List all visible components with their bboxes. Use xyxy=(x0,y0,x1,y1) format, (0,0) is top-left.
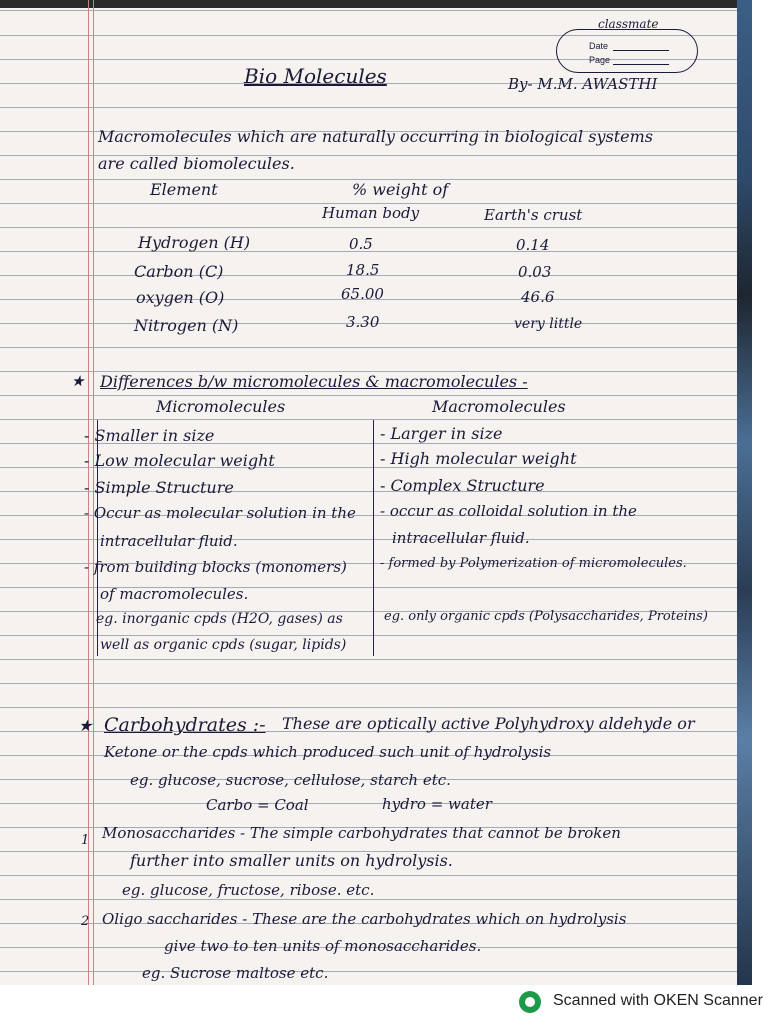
carbohydrates-line-1: These are optically active Polyhydroxy aldehyde or xyxy=(282,714,695,733)
star-bullet: ★ xyxy=(78,716,93,735)
column-header-micro: Micromolecules xyxy=(156,397,286,416)
micro-item: - Occur as molecular solution in the xyxy=(84,504,356,522)
page-label: Page xyxy=(589,55,611,65)
brand-logo: classmate xyxy=(598,17,659,31)
column-header-macro: Macromolecules xyxy=(432,397,566,416)
date-label: Date xyxy=(589,41,609,51)
top-edge-shadow xyxy=(0,0,752,8)
crust-value: very little xyxy=(514,316,583,332)
page-blank xyxy=(613,64,669,65)
element-name: Nitrogen (N) xyxy=(134,316,239,335)
micro-item: of macromolecules. xyxy=(100,585,249,603)
column-header-element: Element xyxy=(150,180,218,199)
column-header-crust: Earth's crust xyxy=(484,206,583,224)
crust-value: 0.03 xyxy=(518,263,552,281)
differences-heading: Differences b/w micromolecules & macromolecules - xyxy=(100,372,528,391)
page-title: Bio Molecules xyxy=(244,64,387,88)
macro-item: - Larger in size xyxy=(380,424,503,443)
intro-line-1: Macromolecules which are naturally occurring in biological systems xyxy=(98,127,653,146)
carbohydrates-line-2: Ketone or the cpds which produced such unit of hydrolysis xyxy=(104,743,552,761)
micro-item: - Smaller in size xyxy=(84,426,215,445)
list-number: 1 xyxy=(81,833,90,848)
micro-item: eg. inorganic cpds (H2O, gases) as xyxy=(96,611,343,627)
element-name: Hydrogen (H) xyxy=(138,233,251,252)
macro-item: - Complex Structure xyxy=(380,476,545,495)
star-bullet: ★ xyxy=(71,372,85,390)
scanner-watermark: Scanned with OKEN Scanner xyxy=(553,992,763,1009)
micro-item: intracellular fluid. xyxy=(100,532,238,550)
carbohydrates-heading: Carbohydrates :- xyxy=(104,714,266,736)
micro-item: - Low molecular weight xyxy=(84,451,275,470)
macro-item: eg. only organic cpds (Polysaccharides, Proteins) xyxy=(384,609,708,624)
human-value: 0.5 xyxy=(349,235,373,253)
oligosaccharides-line-1: Oligo saccharides - These are the carbohydrates which on hydrolysis xyxy=(102,910,627,928)
micro-item: well as organic cpds (sugar, lipids) xyxy=(100,637,347,653)
column-header-weight: % weight of xyxy=(352,180,449,199)
human-value: 65.00 xyxy=(341,285,384,303)
date-blank xyxy=(613,50,669,51)
crust-value: 0.14 xyxy=(516,236,550,254)
macro-item: intracellular fluid. xyxy=(392,529,530,547)
author: By- M.M. AWASTHI xyxy=(508,75,658,93)
carbo-meaning: Carbo = Coal xyxy=(206,796,309,814)
element-name: Carbon (C) xyxy=(134,262,224,281)
human-value: 3.30 xyxy=(346,313,380,331)
hydro-meaning: hydro = water xyxy=(382,795,492,813)
oligosaccharides-examples: eg. Sucrose maltose etc. xyxy=(142,964,329,982)
oligosaccharides-line-2: give two to ten units of monosaccharides. xyxy=(164,937,482,955)
monosaccharides-line-1: Monosaccharides - The simple carbohydrates that cannot be broken xyxy=(102,824,621,842)
column-header-human: Human body xyxy=(322,204,420,222)
human-value: 18.5 xyxy=(346,261,380,279)
element-name: oxygen (O) xyxy=(136,288,225,307)
list-number: 2 xyxy=(81,914,90,929)
micro-item: - Simple Structure xyxy=(84,478,234,497)
oken-scanner-logo-icon xyxy=(519,991,541,1013)
intro-line-2: are called biomolecules. xyxy=(98,154,295,173)
micro-item: - from building blocks (monomers) xyxy=(84,558,347,576)
macro-item: - High molecular weight xyxy=(380,449,577,468)
monosaccharides-line-2: further into smaller units on hydrolysis. xyxy=(130,851,453,870)
date-page-box xyxy=(556,29,698,73)
crust-value: 46.6 xyxy=(521,288,555,306)
macro-item: - formed by Polymerization of micromolecules. xyxy=(380,556,687,571)
macro-item: - occur as colloidal solution in the xyxy=(380,502,637,520)
carbohydrates-examples: eg. glucose, sucrose, cellulose, starch etc. xyxy=(130,771,451,789)
monosaccharides-examples: eg. glucose, fructose, ribose. etc. xyxy=(122,881,375,899)
table-divider xyxy=(373,420,374,656)
right-edge-background xyxy=(737,0,752,985)
